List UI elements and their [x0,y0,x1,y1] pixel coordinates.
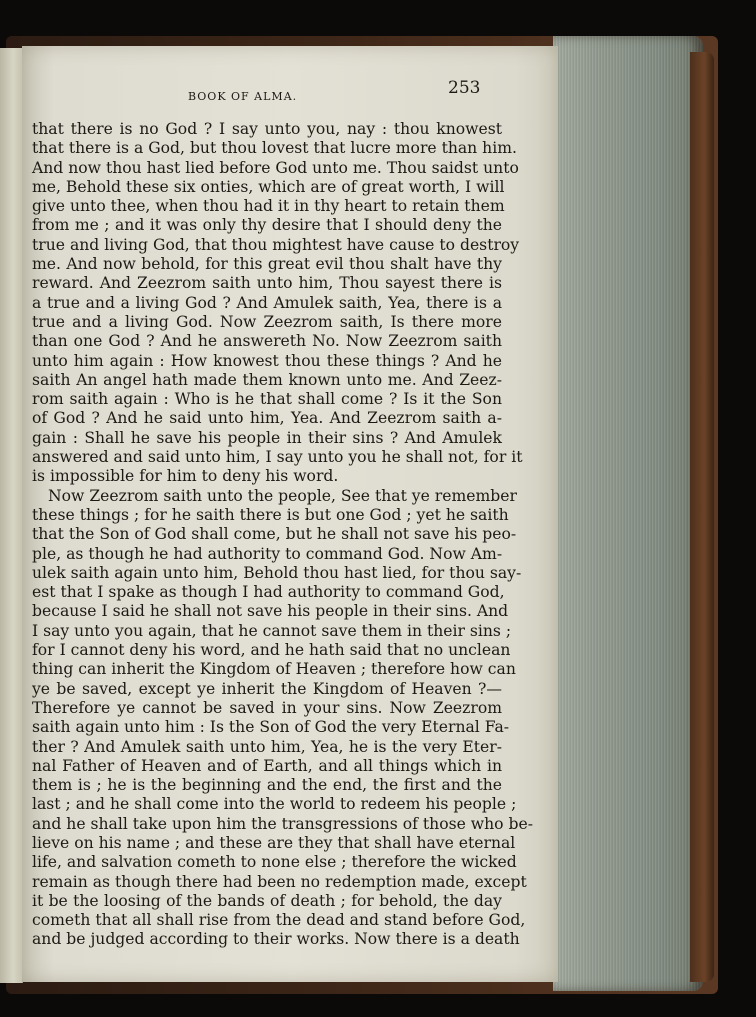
text-line: give unto thee, when thou had it in thy heart to retain them [32,197,505,216]
text-line: lieve on his name ; and these are they that shall have eternal [32,833,516,852]
text-line: that there is a God, but thou lovest that lucre more than him. [32,139,517,158]
text-line: unto him again : How knowest thou these things ? And he [32,351,502,370]
text-line: a true and a living God ? And Amulek saith, Yea, there is a [32,293,502,312]
text-line: that there is no God ? I say unto you, nay : thou knowest [32,120,502,138]
text-line: and he shall take upon him the transgressions of those who be- [32,814,533,833]
text-line: rom saith again : Who is he that shall come ? Is it the Son [32,390,502,409]
text-line: thing can inherit the Kingdom of Heaven ; therefore how can [32,660,516,679]
text-line: it be the loosing of the bands of death ; for behold, the day [32,891,502,910]
text-line: saith An angel hath made them known unto me. And Zeez- [32,370,502,389]
text-line: Therefore ye cannot be saved in your sins. Now Zeezrom [32,698,502,717]
text-line: because I said he shall not save his people in their sins. And [32,602,509,621]
page-block-fore-edge [553,36,703,991]
text-line: these things ; for he saith there is but one God ; yet he saith [32,505,509,524]
text-line: me. And now behold, for this great evil thou shalt have thy [32,255,502,274]
text-line: And now thou hast lied before God unto me. Thou saidst unto [32,158,519,177]
text-line: true and living God, that thou mightest have cause to destroy [32,235,520,254]
text-line: nal Father of Heaven and of Earth, and all things which in [32,756,502,775]
text-line: saith again unto him : Is the Son of God the very Eternal Fa- [32,718,510,737]
text-line: them is ; he is the beginning and the end, the first and the [32,776,502,795]
text-line: life, and salvation cometh to none else ; therefore the wicked [32,853,517,872]
text-line: ther ? And Amulek saith unto him, Yea, he is the very Eter- [32,737,502,756]
text-line: reward. And Zeezrom saith unto him, Thou sayest there is [32,274,502,293]
text-line: answered and said unto him, I say unto you he shall not, for it [32,448,523,467]
text-line: Now Zeezrom saith unto the people, See that ye remember [48,486,517,505]
text-line: true and a living God. Now Zeezrom saith, Is there more [32,312,502,331]
running-head: BOOK OF ALMA. [188,90,298,103]
binding-edge [690,52,714,982]
text-line: of God ? And he said unto him, Yea. And Zeezrom saith a- [32,409,502,428]
text-line: that the Son of God shall come, but he shall not save his peo- [32,525,517,544]
text-line: gain : Shall he save his people in their sins ? And Amulek [32,428,502,447]
text-line: me, Behold these six onties, which are of great worth, I will [32,177,505,196]
text-line: ulek saith again unto him, Behold thou hast lied, for thou say- [32,563,522,582]
text-line: is impossible for him to deny his word. [32,467,339,486]
text-line: remain as though there had been no redemption made, except [32,872,527,891]
page-body-text [32,120,533,950]
text-line: from me ; and it was only thy desire that I should deny the [32,216,502,235]
text-line: cometh that all shall rise from the dead and stand before God, [32,911,526,930]
text-line: est that I spake as though I had authority to command God, [32,583,505,602]
text-line: ye be saved, except ye inherit the Kingdom of Heaven ?— [32,679,502,698]
text-line: I say unto you again, that he cannot save them in their sins ; [32,621,512,640]
text-line: than one God ? And he answereth No. Now Zeezrom saith [32,332,502,351]
text-line: ple, as though he had authority to command God. Now Am- [32,544,503,563]
text-line: last ; and he shall come into the world to redeem his people ; [32,795,517,814]
text-line: for I cannot deny his word, and he hath said that no unclean [32,641,511,660]
page-number: 253 [448,78,481,98]
text-line: and be judged according to their works. Now there is a death [32,930,520,949]
facing-page-edge [0,48,23,983]
